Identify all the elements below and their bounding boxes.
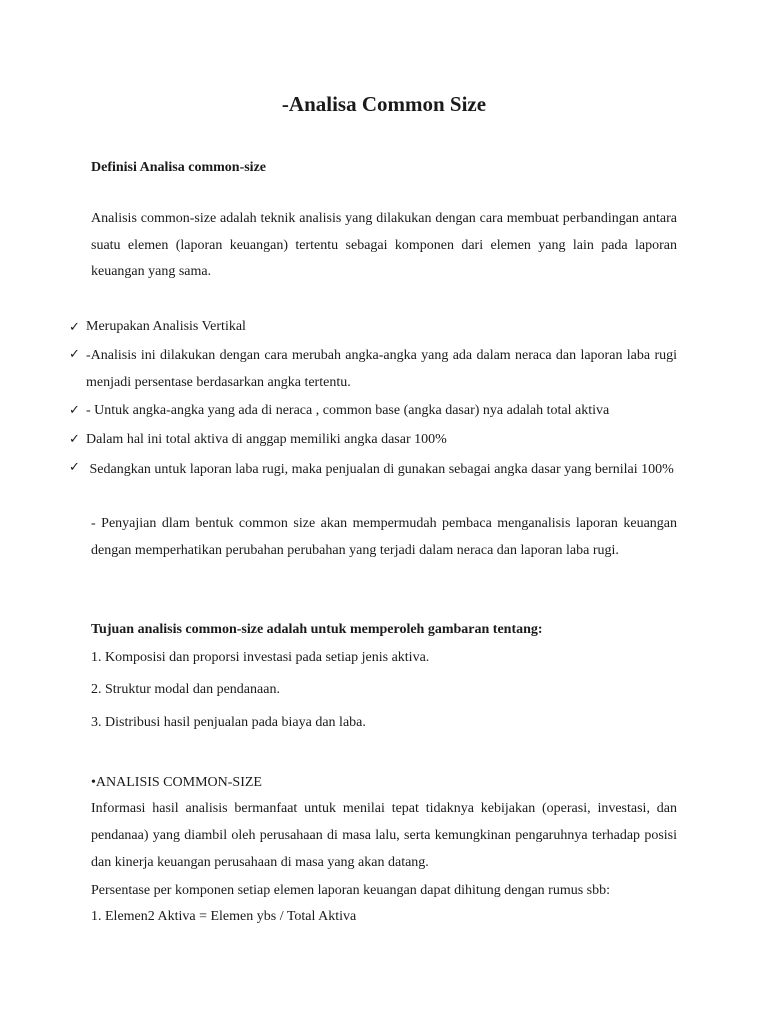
check-icon: ✓ [69,432,80,447]
check-icon: ✓ [69,347,80,362]
purpose-item-3: 3. Distribusi hasil penjualan pada biaya dan laba. [91,715,366,730]
formula-1: 1. Elemen2 Aktiva = Elemen ybs / Total Aktiva [91,909,357,924]
purpose-item-2: 2. Struktur modal dan pendanaan. [91,682,280,697]
analysis-paragraph: Informasi hasil analisis bermanfaat untuk menilai tepat tidaknya kebijakan (operasi, investasi, dan pendanaa) yang diambil oleh perusahaan di masa lalu, serta kemungkinan pengaruhnya terhadap posisi dan kinerja keuangan perusahaan di masa yang akan datang. [91,801,677,870]
analysis-heading: •ANALISIS COMMON-SIZE [91,775,262,790]
check-icon: ✓ [69,320,80,335]
checklist-item-5: Sedangkan untuk laporan laba rugi, maka penjualan di gunakan sebagai angka dasar yang bernilai 100% [86,462,674,477]
purpose-item-1: 1. Komposisi dan proporsi investasi pada setiap jenis aktiva. [91,650,430,665]
checklist-note: - Penyajian dlam bentuk common size akan mempermudah pembaca menganalisis laporan keuangan dengan memperhatikan perubahan perubahan yang terjadi dalam neraca dan laporan laba rugi. [91,516,677,558]
checklist-item-2: -Analisis ini dilakukan dengan cara merubah angka-angka yang ada dalam neraca dan laporan laba rugi menjadi persentase berdasarkan angka tertentu. [86,348,677,390]
check-icon: ✓ [69,460,80,475]
checklist-item-3: - Untuk angka-angka yang ada di neraca , common base (angka dasar) nya adalah total aktiva [86,403,610,418]
definition-heading: Definisi Analisa common-size [91,160,266,175]
checklist-item-1: Merupakan Analisis Vertikal [86,319,246,334]
page-title: -Analisa Common Size [281,92,487,116]
checklist-item-4: Dalam hal ini total aktiva di anggap memiliki angka dasar 100% [86,432,447,447]
formula-intro: Persentase per komponen setiap elemen laporan keuangan dapat dihitung dengan rumus sbb: [91,883,611,898]
definition-paragraph: Analisis common-size adalah teknik analisis yang dilakukan dengan cara membuat perbandingan antara suatu elemen (laporan keuangan) tertentu sebagai komponen dari elemen yang lain pada laporan keuangan yang sama. [91,211,677,279]
purpose-heading: Tujuan analisis common-size adalah untuk memperoleh gambaran tentang: [91,622,543,637]
check-icon: ✓ [69,403,80,418]
